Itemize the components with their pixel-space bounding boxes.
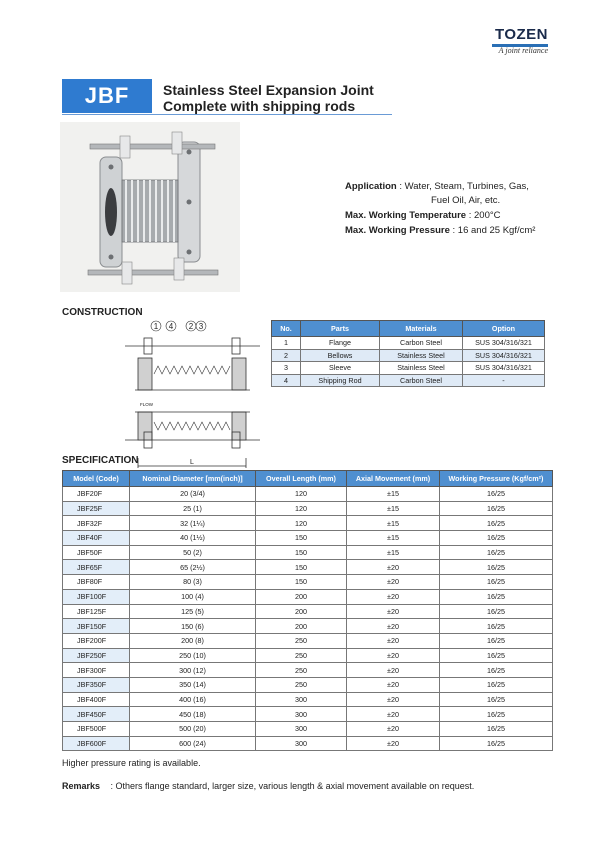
title-underline (62, 114, 392, 115)
construction-cell: SUS 304/316/321 (463, 349, 545, 362)
table-row (63, 487, 553, 502)
specification-table (62, 470, 553, 751)
table-row (63, 619, 553, 634)
spec-cell: 300 (256, 736, 347, 751)
callout-2: 2 (188, 322, 194, 331)
application-line (345, 181, 529, 192)
spec-cell: 300 (256, 692, 347, 707)
spec-cell: 400 (16) (130, 692, 256, 707)
callout-4: 4 (168, 322, 174, 331)
product-badge: JBF (62, 79, 152, 113)
spec-cell: 450 (18) (130, 707, 256, 722)
spec-cell: JBF40F (63, 531, 130, 546)
logo-brand: TOZEN (494, 26, 548, 43)
table-row (63, 722, 553, 737)
spec-cell: JBF350F (63, 677, 130, 692)
max-temperature-value: : 200°C (468, 210, 501, 221)
spec-cell: JBF150F (63, 619, 130, 634)
spec-cell: 150 (256, 545, 347, 560)
spec-cell: 100 (4) (130, 589, 256, 604)
remarks-label: Remarks (62, 781, 101, 791)
spec-cell: 65 (2½) (130, 560, 256, 575)
table-row (63, 648, 553, 663)
spec-cell: 25 (1) (130, 501, 256, 516)
table-row (272, 337, 545, 350)
spec-cell: 300 (12) (130, 663, 256, 678)
spec-cell: ±20 (347, 736, 440, 751)
spec-cell: 16/25 (440, 722, 553, 737)
spec-cell: JBF400F (63, 692, 130, 707)
max-pressure-value: : 16 and 25 Kgf/cm² (452, 225, 536, 236)
application-value: : Water, Steam, Turbines, Gas, (399, 181, 529, 192)
construction-header-materials: Materials (380, 321, 463, 337)
construction-cell: - (463, 374, 545, 387)
spec-cell: 16/25 (440, 633, 553, 648)
spec-header-axial: Axial Movement (mm) (347, 471, 440, 487)
spec-cell: 125 (5) (130, 604, 256, 619)
spec-cell: 16/25 (440, 531, 553, 546)
spec-cell: ±20 (347, 707, 440, 722)
spec-cell: ±20 (347, 589, 440, 604)
spec-cell: 16/25 (440, 692, 553, 707)
max-pressure-line (345, 225, 535, 236)
table-row (63, 545, 553, 560)
table-row (63, 677, 553, 692)
product-title-line2: Complete with shipping rods (163, 98, 356, 114)
company-logo (486, 26, 548, 55)
pressure-note: Higher pressure rating is available. (62, 758, 201, 768)
table-row (63, 604, 553, 619)
spec-cell: JBF32F (63, 516, 130, 531)
spec-cell: 120 (256, 487, 347, 502)
construction-cell: 4 (272, 374, 301, 387)
spec-cell: 250 (256, 677, 347, 692)
logo-tagline: A joint reliance (498, 46, 548, 55)
table-row (272, 349, 545, 362)
max-pressure-label: Max. Working Pressure (345, 225, 450, 236)
spec-cell: 250 (256, 648, 347, 663)
spec-cell: 250 (256, 633, 347, 648)
spec-cell: ±20 (347, 633, 440, 648)
cross-section-drawing (120, 318, 265, 468)
spec-cell: 200 (256, 589, 347, 604)
construction-cell: Carbon Steel (380, 374, 463, 387)
table-row (63, 516, 553, 531)
construction-cell: 3 (272, 362, 301, 375)
spec-cell: 250 (256, 663, 347, 678)
table-row (63, 663, 553, 678)
spec-cell: ±20 (347, 575, 440, 590)
spec-cell: 16/25 (440, 589, 553, 604)
construction-cell: 2 (272, 349, 301, 362)
product-title-line1: Stainless Steel Expansion Joint (163, 82, 374, 98)
spec-cell: 16/25 (440, 501, 553, 516)
spec-cell: 150 (256, 531, 347, 546)
spec-cell: ±15 (347, 531, 440, 546)
table-row (63, 736, 553, 751)
spec-cell: ±20 (347, 619, 440, 634)
spec-cell: JBF125F (63, 604, 130, 619)
spec-cell: ±15 (347, 516, 440, 531)
spec-cell: 16/25 (440, 663, 553, 678)
construction-diagram (120, 318, 265, 468)
spec-cell: 20 (3/4) (130, 487, 256, 502)
callout-3: 3 (198, 322, 204, 331)
spec-header-diameter: Nominal Diameter [mm(inch)] (130, 471, 256, 487)
spec-header-model: Model (Code) (63, 471, 130, 487)
construction-cell: Stainless Steel (380, 362, 463, 375)
spec-cell: 16/25 (440, 487, 553, 502)
construction-heading: CONSTRUCTION (62, 307, 143, 318)
spec-cell: 500 (20) (130, 722, 256, 737)
table-row (63, 575, 553, 590)
spec-cell: 300 (256, 722, 347, 737)
application-label: Application (345, 181, 397, 192)
construction-cell: SUS 304/316/321 (463, 337, 545, 350)
remarks-text: : Others flange standard, larger size, various length & axial movement available on request. (110, 781, 475, 791)
remarks-line (62, 781, 474, 791)
spec-cell: 120 (256, 516, 347, 531)
construction-header-option: Option (463, 321, 545, 337)
table-row (272, 374, 545, 387)
spec-cell: ±15 (347, 545, 440, 560)
product-photo (60, 122, 240, 292)
spec-cell: ±20 (347, 604, 440, 619)
spec-cell: 16/25 (440, 575, 553, 590)
spec-cell: JBF65F (63, 560, 130, 575)
construction-header-row (272, 321, 545, 337)
construction-cell: Carbon Steel (380, 337, 463, 350)
construction-cell: 1 (272, 337, 301, 350)
spec-cell: 350 (14) (130, 677, 256, 692)
construction-header-no: No. (272, 321, 301, 337)
construction-cell: Flange (301, 337, 380, 350)
spec-cell: ±20 (347, 648, 440, 663)
spec-cell: 16/25 (440, 516, 553, 531)
construction-cell: Stainless Steel (380, 349, 463, 362)
spec-cell: 16/25 (440, 604, 553, 619)
expansion-joint-illustration (60, 122, 240, 292)
spec-header-pressure: Working Pressure (Kgf/cm²) (440, 471, 553, 487)
spec-cell: JBF200F (63, 633, 130, 648)
table-row (272, 362, 545, 375)
construction-cell: SUS 304/316/321 (463, 362, 545, 375)
spec-cell: 16/25 (440, 560, 553, 575)
application-value-continued: Fuel Oil, Air, etc. (431, 195, 501, 206)
spec-cell: 16/25 (440, 736, 553, 751)
construction-cell: Bellows (301, 349, 380, 362)
spec-cell: 300 (256, 707, 347, 722)
table-row (63, 707, 553, 722)
table-row (63, 531, 553, 546)
spec-cell: JBF20F (63, 487, 130, 502)
spec-cell: JBF300F (63, 663, 130, 678)
spec-cell: 50 (2) (130, 545, 256, 560)
spec-cell: 200 (8) (130, 633, 256, 648)
table-row (63, 560, 553, 575)
spec-header-length: Overall Length (mm) (256, 471, 347, 487)
spec-cell: 200 (256, 619, 347, 634)
spec-cell: 150 (6) (130, 619, 256, 634)
spec-cell: 16/25 (440, 545, 553, 560)
table-row (63, 692, 553, 707)
table-row (63, 589, 553, 604)
spec-cell: 16/25 (440, 677, 553, 692)
spec-cell: ±20 (347, 677, 440, 692)
spec-cell: JBF500F (63, 722, 130, 737)
spec-cell: 80 (3) (130, 575, 256, 590)
spec-cell: 16/25 (440, 648, 553, 663)
specification-header-row (63, 471, 553, 487)
spec-cell: JBF600F (63, 736, 130, 751)
construction-cell: Shipping Rod (301, 374, 380, 387)
spec-cell: 40 (1½) (130, 531, 256, 546)
table-row (63, 633, 553, 648)
spec-cell: 16/25 (440, 707, 553, 722)
spec-cell: JBF250F (63, 648, 130, 663)
spec-cell: 120 (256, 501, 347, 516)
spec-cell: JBF25F (63, 501, 130, 516)
spec-cell: 200 (256, 604, 347, 619)
construction-cell: Sleeve (301, 362, 380, 375)
spec-cell: JBF80F (63, 575, 130, 590)
spec-cell: 250 (10) (130, 648, 256, 663)
flow-label: FLOW (140, 402, 153, 407)
spec-cell: ±20 (347, 560, 440, 575)
spec-cell: 16/25 (440, 619, 553, 634)
spec-cell: ±15 (347, 501, 440, 516)
spec-cell: JBF100F (63, 589, 130, 604)
spec-cell: ±15 (347, 487, 440, 502)
spec-cell: ±20 (347, 663, 440, 678)
dimension-label: L (190, 459, 194, 466)
table-row (63, 501, 553, 516)
construction-table (271, 320, 545, 387)
max-temperature-line (345, 210, 501, 221)
max-temperature-label: Max. Working Temperature (345, 210, 467, 221)
spec-cell: JBF450F (63, 707, 130, 722)
construction-header-parts: Parts (301, 321, 380, 337)
spec-cell: 32 (1¼) (130, 516, 256, 531)
spec-cell: 600 (24) (130, 736, 256, 751)
spec-cell: JBF50F (63, 545, 130, 560)
specification-heading: SPECIFICATION (62, 455, 139, 466)
spec-cell: ±20 (347, 692, 440, 707)
spec-cell: 150 (256, 575, 347, 590)
callout-1: 1 (153, 322, 159, 331)
spec-cell: ±20 (347, 722, 440, 737)
spec-cell: 150 (256, 560, 347, 575)
